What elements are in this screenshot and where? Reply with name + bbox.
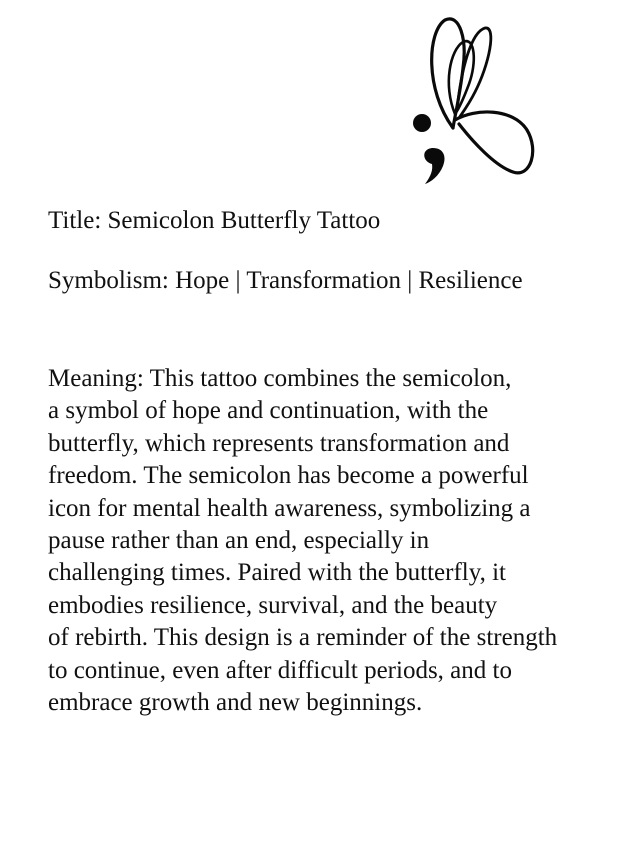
meaning-paragraph: [48, 363, 628, 719]
semicolon-butterfly-icon: [405, 10, 545, 185]
upper-wing-outer-stroke: [432, 19, 464, 128]
meaning-line: Meaning: This tattoo combines the semicolon,: [48, 365, 512, 392]
meaning-line: icon for mental health awareness, symbolizing a: [48, 494, 531, 522]
meaning-line: embodies resilience, survival, and the beauty: [48, 591, 498, 619]
semicolon-comma-icon: [424, 148, 444, 184]
meaning-line: to continue, even after difficult periods, and to: [48, 656, 512, 684]
meaning-line: a symbol of hope and continuation, with the: [48, 397, 489, 425]
semicolon-dot-icon: [413, 114, 431, 132]
meaning-line: butterfly, which represents transformation and: [48, 429, 510, 457]
meaning-line: challenging times. Paired with the butterfly, it: [48, 559, 506, 587]
meaning-line: freedom. The semicolon has become a powerful: [48, 462, 529, 490]
meaning-line: of rebirth. This design is a reminder of the strength: [48, 624, 558, 652]
lower-wing-stroke: [455, 112, 533, 173]
meaning-line: pause rather than an end, especially in: [48, 527, 430, 555]
meaning-line: embrace growth and new beginnings.: [48, 689, 423, 717]
page-title: Title: Semicolon Butterfly Tattoo: [48, 207, 381, 234]
symbolism-line: Symbolism: Hope | Transformation | Resilience: [48, 267, 523, 294]
